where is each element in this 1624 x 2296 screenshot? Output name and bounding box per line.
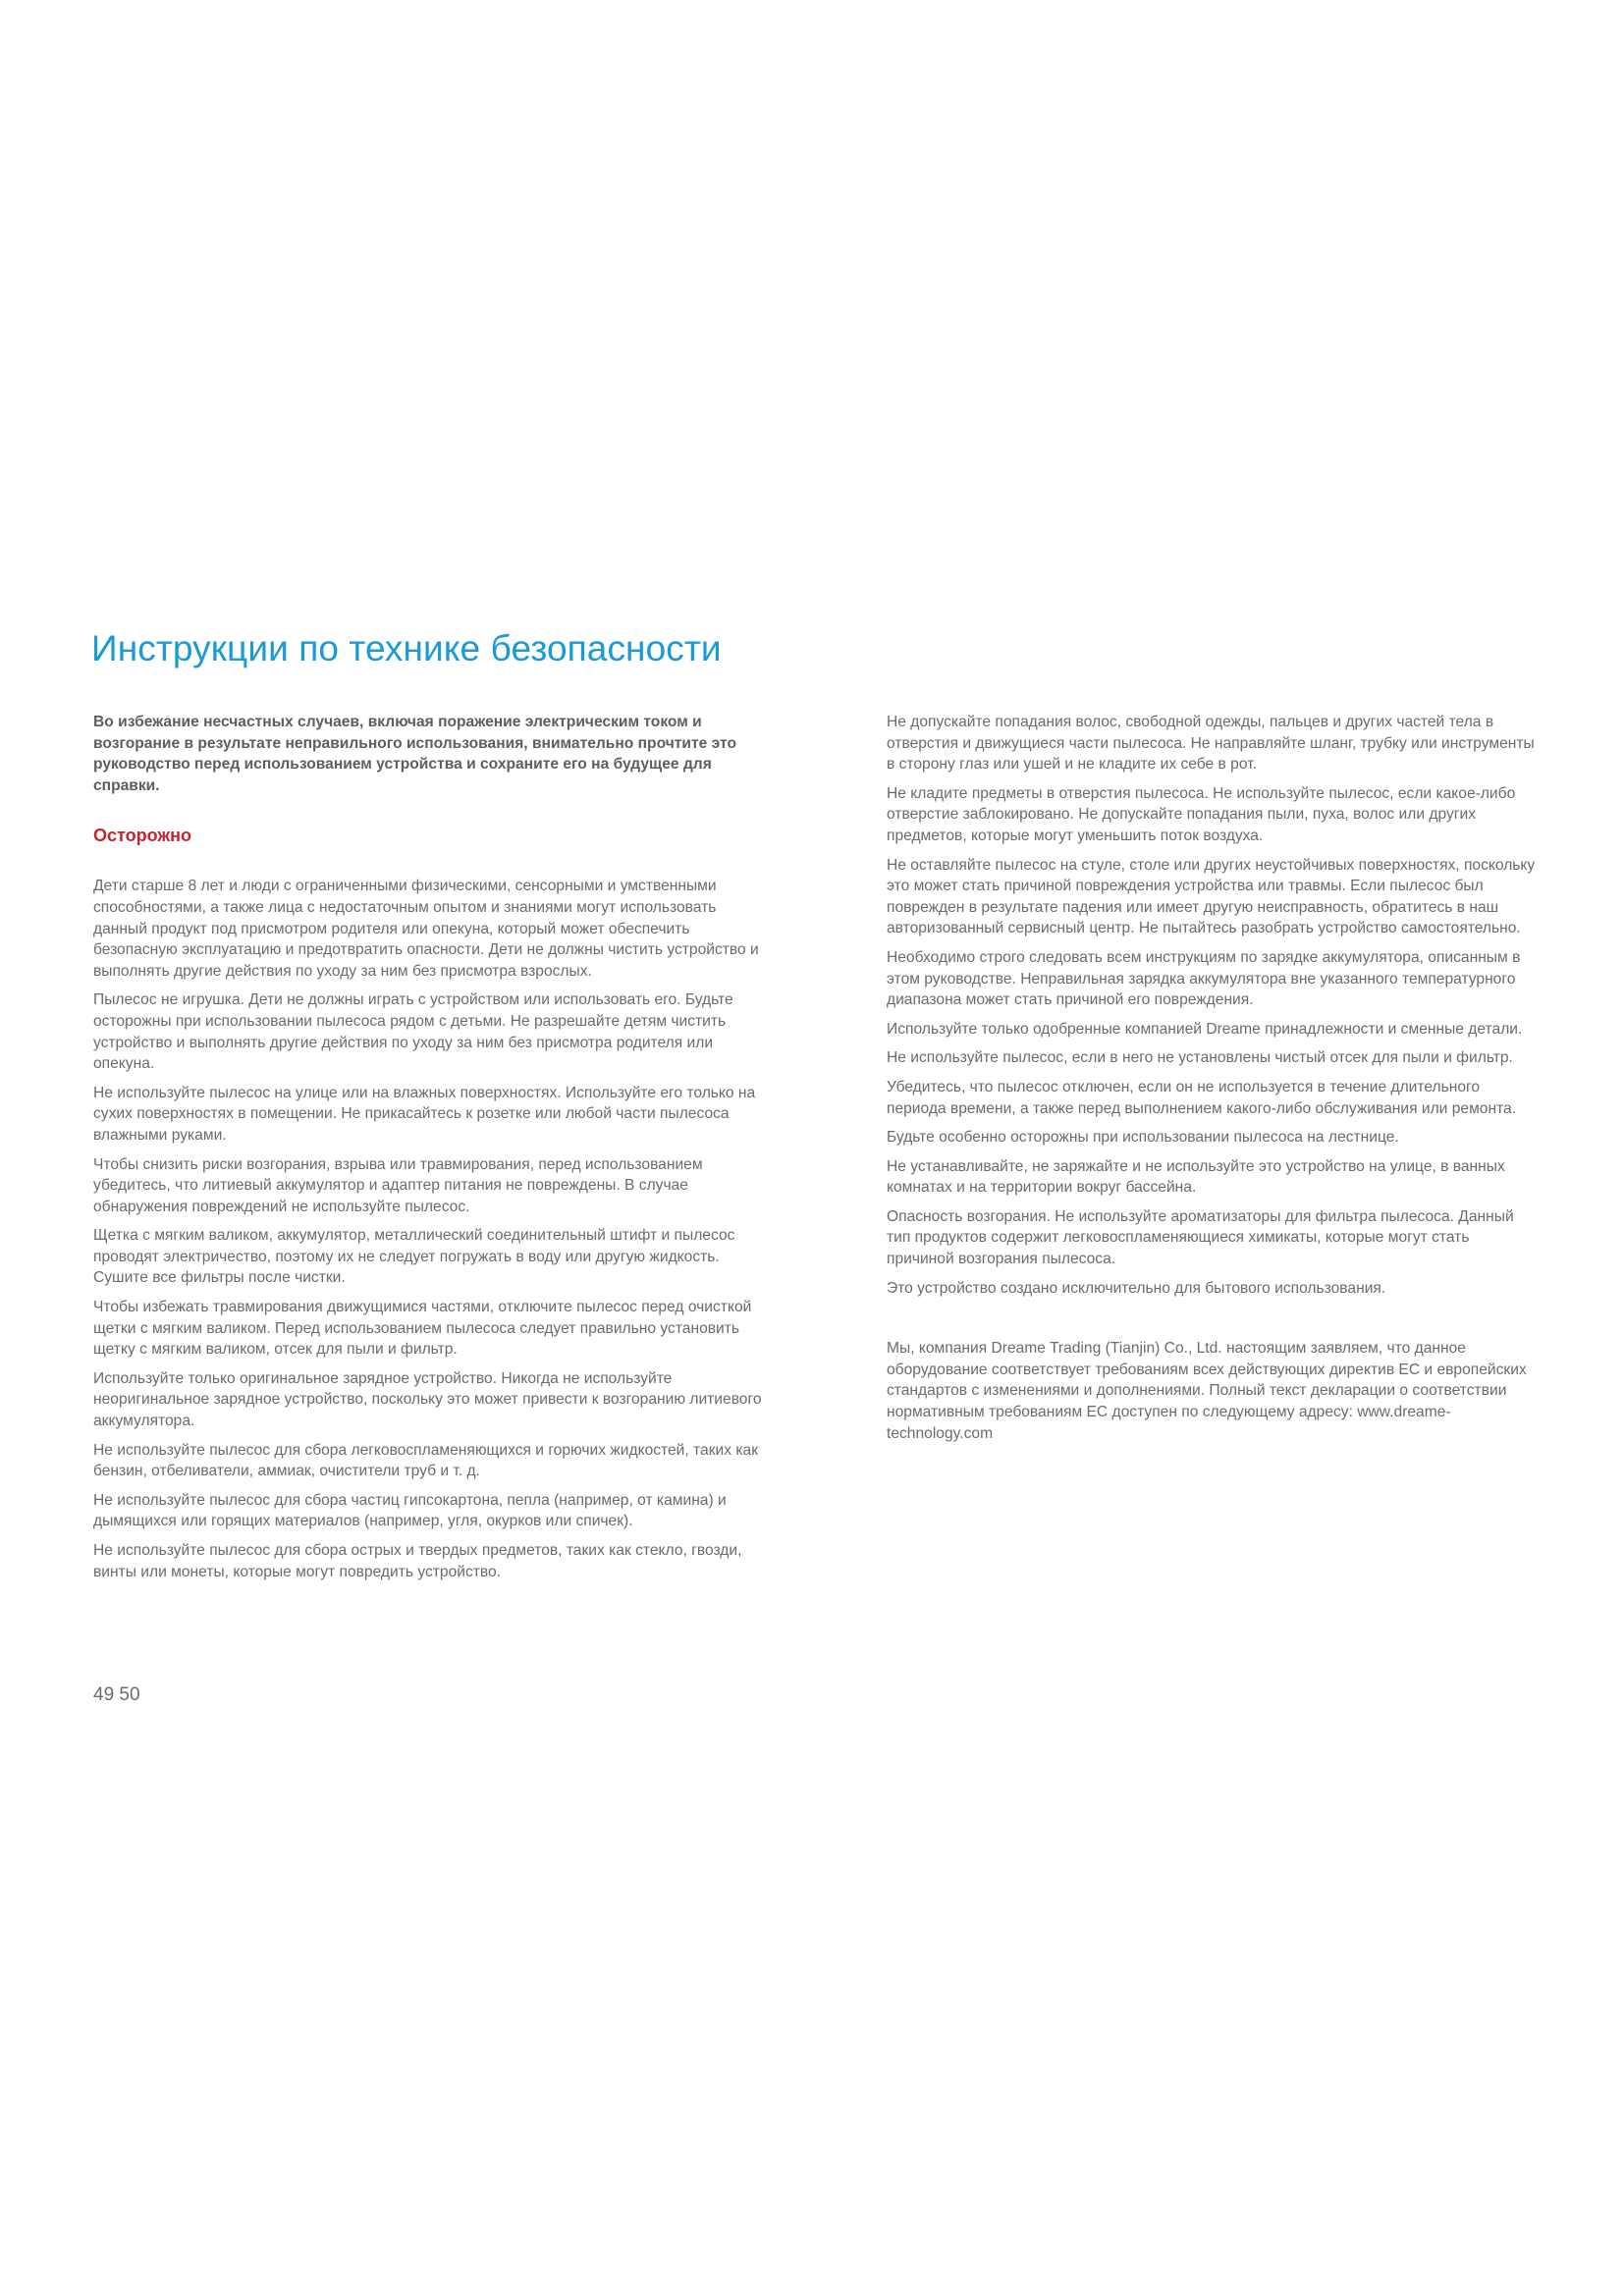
safety-paragraph: Не оставляйте пылесос на стуле, столе или других неустойчивых поверхностях, поскольку это может стать причиной повреждения устройства или травмы. Если пылесос был поврежден в результате падения или имеет другую неисправность, обратитесь в наш авторизованный сервисный центр. Не пытайтесь разобрать устройство самостоятельно. bbox=[887, 856, 1536, 937]
safety-paragraph: Дети старше 8 лет и люди с ограниченными физическими, сенсорными и умственными способностями, а также лица с недостаточным опытом и знаниями могут использовать данный продукт под присмотром родителя или опекуна, который может обеспечить безопасную эксплуатацию и предотвратить опасности. Дети не должны чистить устройство и выполнять другие действия по уходу за ним без присмотра взрослых. bbox=[93, 878, 759, 980]
safety-paragraph: Используйте только одобренные компанией Dreame принадлежности и сменные детали. bbox=[887, 1020, 1523, 1038]
safety-paragraph: Будьте особенно осторожны при использовании пылесоса на лестнице. bbox=[887, 1129, 1399, 1147]
safety-paragraph: Пылесос не игрушка. Дети не должны играть с устройством или использовать его. Будьте осторожны при использовании пылесоса рядом с детьми. Не разрешайте детям чистить устройство и выполнять другие действия по уходу за ним без присмотра родителя или опекуна. bbox=[93, 991, 733, 1073]
safety-paragraph: Необходимо строго следовать всем инструкциям по зарядке аккумулятора, описанным в этом руководстве. Неправильная зарядка аккумулятора вне указанного температурного диапазона может стать причиной его повреждения. bbox=[887, 948, 1521, 1009]
safety-paragraph: Не устанавливайте, не заряжайте и не используйте это устройство на улице, в ванных комнатах и на территории вокруг бассейна. bbox=[887, 1157, 1505, 1197]
safety-paragraph: Не кладите предметы в отверстия пылесоса. Не используйте пылесос, если какое-либо отверстие заблокировано. Не допускайте попадания пыли, пуха, волос или других предметов, которые могут уменьшить поток воздуха. bbox=[887, 784, 1516, 844]
safety-paragraph: Не используйте пылесос для сбора легковоспламеняющихся и горючих жидкостей, таких как бензин, отбеливатели, аммиак, очистители труб и т. д. bbox=[93, 1441, 759, 1480]
safety-paragraph: Не используйте пылесос для сбора частиц гипсокартона, пепла (например, от камина) и дымящихся или горящих материалов (например, угля, окурков или спичек). bbox=[93, 1491, 727, 1530]
safety-paragraph: Используйте только оригинальное зарядное устройство. Никогда не используйте неоригинальное зарядное устройство, поскольку это может привести к возгоранию литиевого аккумулятора. bbox=[93, 1369, 762, 1430]
safety-paragraph: Не используйте пылесос, если в него не установлены чистый отсек для пыли и фильтр. bbox=[887, 1049, 1513, 1067]
safety-paragraph: Это устройство создано исключительно для бытового использования. bbox=[887, 1279, 1386, 1297]
safety-paragraph: Чтобы избежать травмирования движущимися частями, отключите пылесос перед очисткой щетки с мягким валиком. Перед использованием пылесоса следует правильно установить щетку с мягким валиком, отсек для пыли и фильтр. bbox=[93, 1299, 752, 1359]
warning-heading: Осторожно bbox=[93, 826, 191, 846]
safety-paragraph: Опасность возгорания. Не используйте ароматизаторы для фильтра пылесоса. Данный тип продуктов содержит легковоспламеняющиеся химикаты, которые могут стать причиной возгорания пылесоса. bbox=[887, 1207, 1514, 1268]
eu-declaration: Мы, компания Dreame Trading (Tianjin) Co., Ltd. настоящим заявляем, что данное оборудование соответствует требованиям всех действующих директив ЕС и европейских стандартов с изменениями и дополнениями. Полный текст декларации о соответствии нормативным требованиям ЕС доступен по следующему адресу: www.dreame-technology.com bbox=[887, 1340, 1527, 1442]
right-column bbox=[887, 712, 1537, 1452]
safety-paragraph: Не используйте пылесос для сбора острых и твердых предметов, таких как стекло, гвозди, винты или монеты, которые могут повредить устройство. bbox=[93, 1542, 742, 1580]
left-column bbox=[93, 712, 767, 1590]
intro-paragraph: Во избежание несчастных случаев, включая поражение электрическим током и возгорание в результате неправильного использования, внимательно прочтите это руководство перед использованием устройства и сохраните его на будущее для справки. bbox=[93, 714, 737, 794]
safety-paragraph: Убедитесь, что пылесос отключен, если он не используется в течение длительного периода времени, а также перед выполнением какого-либо обслуживания или ремонта. bbox=[887, 1078, 1517, 1117]
page-numbers: 49 50 bbox=[93, 1684, 140, 1705]
safety-paragraph: Щетка с мягким валиком, аккумулятор, металлический соединительный штифт и пылесос проводят электричество, поэтому их не следует погружать в воду или другую жидкость. Сушите все фильтры после чистки. bbox=[93, 1227, 735, 1287]
safety-paragraph: Чтобы снизить риски возгорания, взрыва или травмирования, перед использованием убедитесь, что литиевый аккумулятор и адаптер питания не повреждены. В случае обнаружения повреждений не используйте пылесос. bbox=[93, 1155, 703, 1215]
page-title: Инструкции по технике безопасности bbox=[91, 628, 722, 668]
safety-paragraph: Не допускайте попадания волос, свободной одежды, пальцев и других частей тела в отверстия и движущиеся части пылесоса. Не направляйте шланг, трубку или инструменты в сторону глаз или ушей и не кладите их себе в рот. bbox=[887, 714, 1535, 774]
safety-paragraph: Не используйте пылесос на улице или на влажных поверхностях. Используйте его только на сухих поверхностях в помещении. Не прикасайтесь к розетке или любой части пылесоса влажными руками. bbox=[93, 1084, 756, 1144]
